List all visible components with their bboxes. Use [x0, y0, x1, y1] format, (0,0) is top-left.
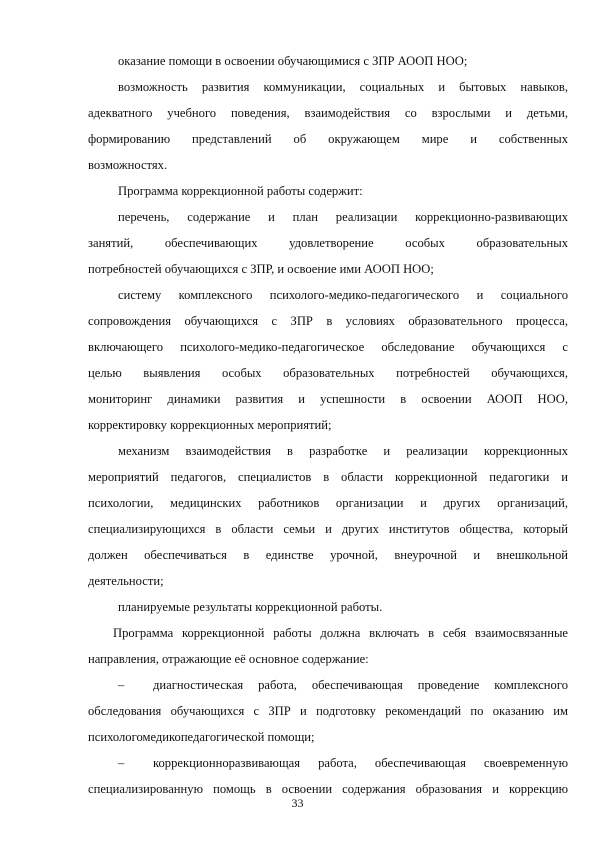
text-line: адекватного учебного поведения, взаимодействия со взрослыми и детьми,	[88, 106, 568, 120]
text-line: механизм взаимодействия в разработке и реализации коррекционных	[118, 444, 568, 458]
text-line: оказание помощи в освоении обучающимися с ЗПР АООП НОО;	[118, 54, 468, 68]
text-line: потребностей обучающихся с ЗПР, и освоение ими АООП НОО;	[88, 262, 434, 276]
text-line: специализирующихся в области семьи и других институтов общества, который	[88, 522, 568, 536]
list-dash: –	[118, 756, 125, 770]
text-line: включающего психолого-медико-педагогическое обследование обучающихся с	[88, 340, 568, 354]
text-line: направления, отражающие её основное содержание:	[88, 652, 369, 666]
text-line: систему комплексного психолого-медико-педагогического и социального	[118, 288, 568, 302]
text-line: планируемые результаты коррекционной работы.	[118, 600, 383, 614]
text-line: формированию представлений об окружающем мире и собственных	[88, 132, 568, 146]
text-line: психологомедикопедагогической помощи;	[88, 730, 315, 744]
text-line: мониторинг динамики развития и успешности в освоении АООП НОО,	[88, 392, 568, 406]
text-line: занятий, обеспечивающих удовлетворение особых образовательных	[88, 236, 568, 250]
text-line: возможность развития коммуникации, социальных и бытовых навыков,	[118, 80, 568, 94]
text-line: психологии, медицинских работников организации и других организаций,	[88, 496, 568, 510]
text-line: должен обеспечиваться в единстве урочной, внеурочной и внешкольной	[88, 548, 568, 562]
list-dash: –	[118, 678, 125, 692]
text-line: Программа коррекционной работы содержит:	[118, 184, 363, 198]
text-line: деятельности;	[88, 574, 164, 588]
text-line: сопровождения обучающихся с ЗПР в условиях образовательного процесса,	[88, 314, 568, 328]
text-line: перечень, содержание и план реализации коррекционно-развивающих	[118, 210, 568, 224]
text-line: корректировку коррекционных мероприятий;	[88, 418, 332, 432]
text-line: мероприятий педагогов, специалистов в области коррекционной педагогики и	[88, 470, 568, 484]
text-line: возможностях.	[88, 158, 168, 172]
text-line: диагностическая работа, обеспечивающая проведение комплексного	[153, 678, 568, 692]
text-line: коррекционноразвивающая работа, обеспечивающая своевременную	[153, 756, 568, 770]
page-number: 33	[291, 796, 304, 810]
text-line: целью выявления особых образовательных потребностей обучающихся,	[88, 366, 568, 380]
text-line: Программа коррекционной работы должна включать в себя взаимосвязанные	[113, 626, 568, 640]
text-line: специализированную помощь в освоении содержания образования и коррекцию	[88, 782, 568, 796]
text-line: обследования обучающихся с ЗПР и подготовку рекомендаций по оказанию им	[88, 704, 568, 718]
